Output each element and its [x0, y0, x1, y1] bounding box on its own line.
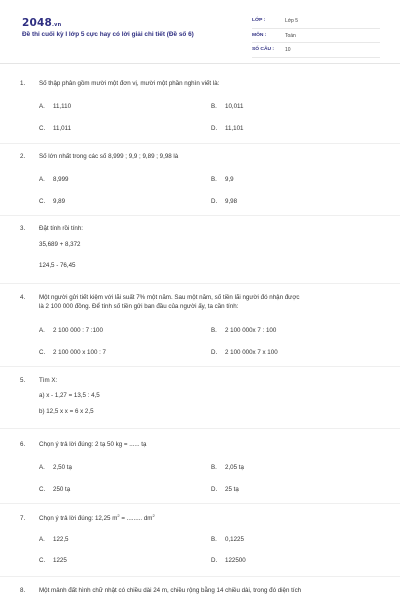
option-text: 250 tạ [53, 486, 71, 493]
option-text: 1225 [53, 557, 67, 564]
option-text: 0,1225 [225, 536, 244, 543]
option-d[interactable] [211, 557, 246, 564]
option-b[interactable] [211, 176, 234, 183]
question-number: 4. [20, 294, 26, 301]
option-letter: B. [211, 176, 217, 183]
superscript: 2 [117, 512, 120, 518]
question-number: 3. [20, 225, 26, 232]
option-text: 2,05 tạ [225, 464, 244, 471]
question-text-part: = ......... dm [119, 515, 153, 522]
page-title: Đề thi cuối kỳ I lớp 5 cực hay có lời giải chi tiết (Đề số 6) [22, 31, 194, 38]
question-line [20, 293, 382, 302]
question-line [20, 224, 382, 233]
question-line [20, 152, 382, 161]
option-text: 25 tạ [225, 486, 239, 493]
question-text: Một mảnh đất hình chữ nhật có chiều dài 24 m, chiều rộng bằng 14 chiều dài, trong đó diện tích [39, 587, 302, 594]
option-letter: C. [39, 486, 46, 493]
option-text: 11,101 [225, 125, 244, 132]
option-b[interactable] [211, 464, 244, 471]
question-line [20, 440, 382, 449]
option-a[interactable] [39, 327, 103, 334]
option-d[interactable] [211, 486, 239, 493]
meta-row-subject [252, 29, 380, 44]
question-5 [20, 376, 382, 415]
option-text: 11,110 [53, 103, 72, 110]
option-c[interactable] [39, 125, 71, 132]
option-letter: C. [39, 198, 46, 205]
question-number: 6. [20, 441, 26, 448]
question-2 [20, 152, 382, 205]
question-text [39, 514, 382, 523]
option-text: 2 100 000 x 100 : 7 [53, 349, 106, 356]
question-divider [0, 283, 400, 284]
option-letter: B. [211, 464, 217, 471]
option-d[interactable] [211, 125, 243, 132]
option-text: 11,011 [53, 125, 72, 132]
question-number: 8. [20, 587, 26, 594]
logo-suffix: .vn [52, 22, 62, 28]
option-text: 2 100 000x 7 : 100 [225, 327, 277, 334]
meta-value: 10 [285, 47, 291, 53]
option-letter: B. [211, 103, 217, 110]
question-4 [20, 293, 382, 356]
question-number: 7. [20, 515, 26, 522]
option-letter: B. [211, 327, 217, 334]
question-text: Số lớn nhất trong các số 8,999 ; 9,9 ; 9,89 ; 9,98 là [39, 153, 179, 160]
option-letter: A. [39, 536, 45, 543]
question-number: 1. [20, 80, 26, 87]
option-text: 9,98 [225, 198, 238, 205]
option-text: 2 100 000 : 7 :100 [53, 327, 103, 334]
option-text: 9,89 [53, 198, 66, 205]
question-divider [0, 143, 400, 144]
question-text: Tìm X: [39, 377, 58, 384]
meta-value: Lớp 5 [285, 18, 299, 24]
question-text: Đặt tính rồi tính: [39, 225, 84, 232]
option-c[interactable] [39, 198, 65, 205]
option-letter: A. [39, 327, 45, 334]
question-divider [0, 576, 400, 577]
option-d[interactable] [211, 349, 278, 356]
question-text-part: Chọn ý trả lời đúng: 12,25 m [39, 515, 118, 522]
question-3 [20, 224, 382, 269]
option-text: 2,50 tạ [53, 464, 72, 471]
meta-row-count [252, 43, 380, 58]
option-text: 2 100 000x 7 x 100 [225, 349, 278, 356]
equation: b) 12,5 x x = 6 x 2,5 [39, 408, 94, 415]
meta-key: LỚP : [252, 18, 266, 23]
option-text: 8,999 [53, 176, 69, 183]
question-text: Số thập phân gồm mười một đơn vị, mười một phần nghìn viết là: [39, 80, 220, 87]
meta-value: Toán [285, 32, 296, 39]
option-text: 122500 [225, 557, 246, 564]
header-divider [0, 63, 400, 64]
meta-row-class [252, 14, 380, 29]
question-line [20, 586, 382, 595]
meta-key: SỐ CÂU : [252, 47, 275, 52]
option-letter: A. [39, 464, 45, 471]
equation: a) x - 1,27 = 13,5 : 4,5 [39, 392, 100, 399]
option-c[interactable] [39, 486, 70, 493]
question-6 [20, 440, 382, 493]
option-text: 122,5 [53, 536, 69, 543]
option-text: 9,9 [225, 176, 234, 183]
option-letter: D. [211, 125, 218, 132]
logo-text: 2048 [22, 17, 53, 29]
question-line [20, 302, 382, 311]
expression: 35,689 + 8,372 [39, 241, 81, 248]
option-c[interactable] [39, 349, 106, 356]
meta-key: MÔN : [252, 32, 267, 38]
option-b[interactable] [211, 327, 276, 334]
question-8 [20, 586, 382, 595]
question-text-continued: là 2 100 000 đồng. Để tính số tiền gửi ban đầu của người ấy, ta cần tính: [39, 303, 239, 310]
option-a[interactable] [39, 536, 68, 543]
expression: 124,5 - 76,45 [39, 262, 76, 269]
question-7 [20, 512, 382, 564]
option-letter: C. [39, 125, 46, 132]
option-letter: C. [39, 557, 46, 564]
question-line [20, 376, 382, 385]
question-line [20, 79, 382, 88]
site-logo[interactable] [22, 17, 61, 29]
option-b[interactable] [211, 103, 243, 110]
question-line [20, 514, 382, 523]
option-text: 10,011 [225, 103, 244, 110]
question-divider [0, 428, 400, 429]
option-a[interactable] [39, 464, 72, 471]
option-letter: C. [39, 349, 46, 356]
question-divider [0, 366, 400, 367]
meta-info [252, 14, 380, 58]
question-divider [0, 503, 400, 504]
question-text: Một người gửi tiết kiệm với lãi suất 7% một năm. Sau một năm, số tiền lãi người đó nhận được [39, 294, 300, 301]
option-b[interactable] [211, 536, 244, 543]
question-number: 2. [20, 153, 26, 160]
option-a[interactable] [39, 103, 71, 110]
option-letter: B. [211, 536, 217, 543]
option-d[interactable] [211, 198, 237, 205]
option-a[interactable] [39, 176, 68, 183]
option-letter: A. [39, 176, 45, 183]
option-letter: D. [211, 486, 218, 493]
option-letter: A. [39, 103, 45, 110]
question-divider [0, 215, 400, 216]
question-text: Chọn ý trả lời đúng: 2 tạ 50 kg = ...... tạ [39, 441, 147, 448]
option-letter: D. [211, 349, 218, 356]
header [0, 0, 400, 62]
option-letter: D. [211, 557, 218, 564]
option-c[interactable] [39, 557, 67, 564]
question-1 [20, 79, 382, 132]
question-number: 5. [20, 377, 26, 384]
superscript: 2 [152, 512, 155, 518]
option-letter: D. [211, 198, 218, 205]
